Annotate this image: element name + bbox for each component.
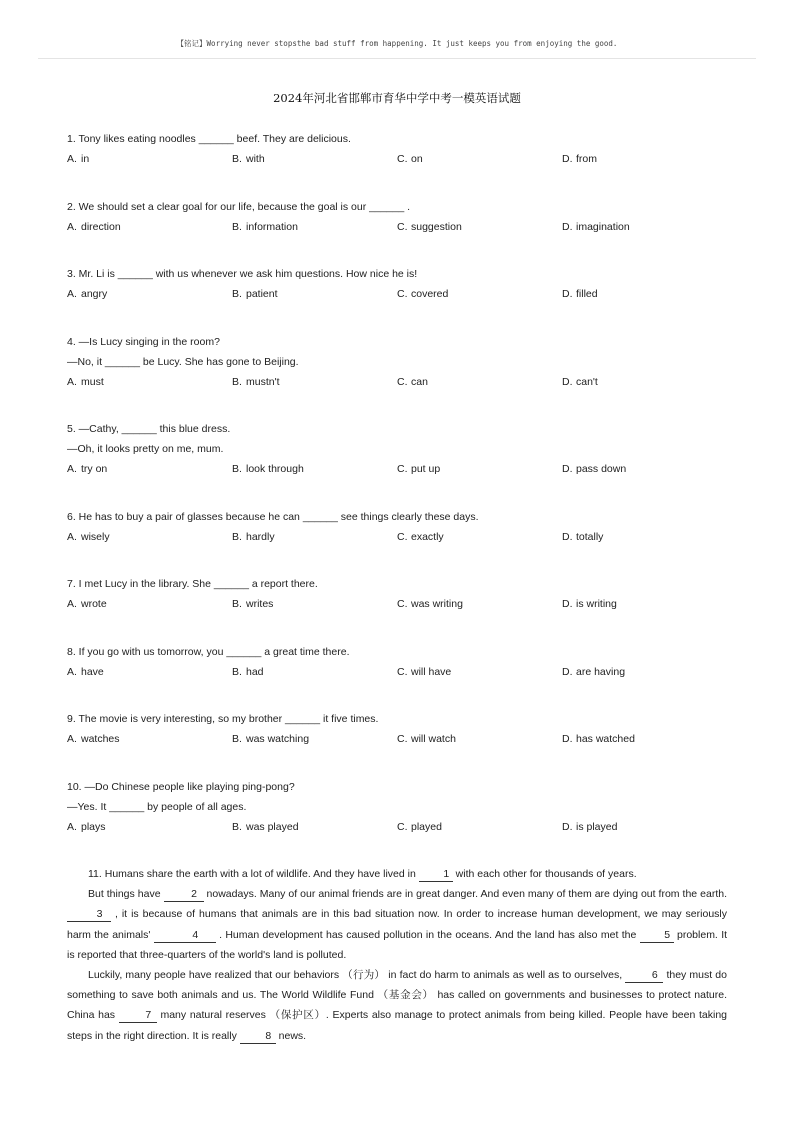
option-text: was watching <box>246 733 310 745</box>
option-text: suggestion <box>411 221 462 233</box>
option-letter: C. <box>397 821 408 833</box>
option-text: imagination <box>576 221 630 233</box>
option-letter: A. <box>67 733 77 745</box>
option-c[interactable] <box>397 662 451 682</box>
option-d[interactable] <box>562 817 617 837</box>
option-letter: B. <box>232 666 242 678</box>
option-text: try on <box>81 463 108 475</box>
option-text: pass down <box>576 463 627 475</box>
blank-5[interactable]: 5 <box>640 929 674 943</box>
header-motto: 【铭记】Worrying never stopsthe bad stuff from happening. It just keeps you from enjoying the good. <box>176 39 618 48</box>
option-a[interactable] <box>67 662 104 682</box>
option-a[interactable] <box>67 817 106 837</box>
option-text: will watch <box>411 733 456 745</box>
question-stem: 5. —Cathy, ______ this blue dress. <box>67 423 231 435</box>
question-stem: 2. We should set a clear goal for our life, because the goal is our ______ . <box>67 201 411 213</box>
question-4 <box>67 332 747 392</box>
option-text: is played <box>576 821 618 833</box>
option-b[interactable] <box>232 372 280 392</box>
cloze-passage <box>67 864 727 1046</box>
header-divider <box>38 58 756 59</box>
passage-paragraph-3: Luckily, many people have realized that our behaviors （行为） in fact do harm to animals as well as to ourselves, 6 they must do something to save both animals and us. The World Wildlife Fund （基金会） has called on governments and businesses to protect nature. China has 7 many natural reserves （保护区）. Experts also manage to protect animals from being killed. People have been taking steps in the right direction. It is really 8 news. <box>67 969 728 1042</box>
options-row <box>67 372 747 392</box>
option-letter: A. <box>67 531 77 543</box>
option-text: plays <box>81 821 106 833</box>
options-row <box>67 662 747 682</box>
passage-paragraph-1: 11. Humans share the earth with a lot of wildlife. And they have lived in 1 with each other for thousands of years. <box>88 868 637 880</box>
option-letter: A. <box>67 666 77 678</box>
option-text: wrote <box>81 598 107 610</box>
question-7 <box>67 574 747 614</box>
option-letter: C. <box>397 598 408 610</box>
option-letter: B. <box>232 821 242 833</box>
options-row <box>67 217 747 237</box>
option-letter: B. <box>232 733 242 745</box>
question-stem: —Oh, it looks pretty on me, mum. <box>67 443 224 455</box>
option-text: is writing <box>576 598 617 610</box>
option-c[interactable] <box>397 217 462 237</box>
option-a[interactable] <box>67 372 104 392</box>
option-text: have <box>81 666 104 678</box>
options-row <box>67 729 747 749</box>
option-letter: A. <box>67 463 77 475</box>
option-text: watches <box>81 733 120 745</box>
option-letter: B. <box>232 463 242 475</box>
option-text: look through <box>246 463 304 475</box>
option-d[interactable] <box>562 729 635 749</box>
option-letter: D. <box>562 221 573 233</box>
option-d[interactable] <box>562 594 617 614</box>
option-letter: C. <box>397 288 408 300</box>
option-c[interactable] <box>397 149 423 169</box>
option-text: information <box>246 221 298 233</box>
option-letter: A. <box>67 376 77 388</box>
question-10 <box>67 777 747 837</box>
blank-3[interactable]: 3 <box>67 908 111 922</box>
option-text: totally <box>576 531 604 543</box>
question-stem: 7. I met Lucy in the library. She ______ a report there. <box>67 578 318 590</box>
option-a[interactable] <box>67 217 121 237</box>
blank-4[interactable]: 4 <box>154 929 216 943</box>
option-d[interactable] <box>562 459 626 479</box>
option-a[interactable] <box>67 149 89 169</box>
question-3 <box>67 264 747 304</box>
option-b[interactable] <box>232 149 265 169</box>
option-text: can't <box>576 376 598 388</box>
option-letter: D. <box>562 733 573 745</box>
question-9 <box>67 709 747 749</box>
blank-7[interactable]: 7 <box>119 1009 157 1023</box>
option-text: has watched <box>576 733 635 745</box>
option-letter: C. <box>397 376 408 388</box>
option-b[interactable] <box>232 527 275 547</box>
passage-paragraph-2: But things have 2 nowadays. Many of our animal friends are in great danger. And even many of them are dying out from the earth. 3 , it is because of humans that animals are in this bad situation now. In order to increase human development, we may seriously harm the animals' 4 . Human development has caused pollution in the oceans. And the land has also met the 5 problem. It is reported that three-quarters of the world's land is polluted. <box>67 888 728 961</box>
option-text: exactly <box>411 531 444 543</box>
option-c[interactable] <box>397 729 456 749</box>
option-c[interactable] <box>397 459 440 479</box>
option-c[interactable] <box>397 372 428 392</box>
option-text: mustn't <box>246 376 280 388</box>
option-b[interactable] <box>232 817 299 837</box>
option-letter: A. <box>67 153 77 165</box>
option-c[interactable] <box>397 284 448 304</box>
option-letter: C. <box>397 153 408 165</box>
question-stem: —Yes. It ______ by people of all ages. <box>67 801 247 813</box>
option-c[interactable] <box>397 594 463 614</box>
question-5 <box>67 419 747 479</box>
option-letter: D. <box>562 666 573 678</box>
option-a[interactable] <box>67 729 120 749</box>
option-text: put up <box>411 463 441 475</box>
page-title: 2024年河北省邯郸市育华中学中考一模英语试题 <box>273 91 521 105</box>
option-letter: C. <box>397 531 408 543</box>
option-a[interactable] <box>67 459 107 479</box>
blank-1[interactable]: 1 <box>419 868 453 882</box>
option-d[interactable] <box>562 662 625 682</box>
option-text: was writing <box>411 598 463 610</box>
option-letter: C. <box>397 221 408 233</box>
option-letter: B. <box>232 153 242 165</box>
options-row <box>67 594 747 614</box>
options-row <box>67 284 747 304</box>
option-d[interactable] <box>562 372 598 392</box>
option-letter: B. <box>232 598 242 610</box>
blank-8[interactable]: 8 <box>240 1030 276 1044</box>
question-stem: —No, it ______ be Lucy. She has gone to Beijing. <box>67 356 299 368</box>
option-a[interactable] <box>67 527 110 547</box>
question-stem: 4. —Is Lucy singing in the room? <box>67 336 220 348</box>
options-row <box>67 459 747 479</box>
question-stem: 1. Tony likes eating noodles ______ beef. They are delicious. <box>67 133 351 145</box>
options-row <box>67 817 747 837</box>
question-1 <box>67 129 747 169</box>
option-c[interactable] <box>397 527 444 547</box>
question-stem: 6. He has to buy a pair of glasses because he can ______ see things clearly these days. <box>67 511 479 523</box>
option-d[interactable] <box>562 149 597 169</box>
option-b[interactable] <box>232 217 298 237</box>
option-letter: D. <box>562 598 573 610</box>
option-text: with <box>246 153 265 165</box>
question-6 <box>67 507 747 547</box>
option-letter: B. <box>232 531 242 543</box>
option-text: direction <box>81 221 121 233</box>
option-text: patient <box>246 288 278 300</box>
option-text: can <box>411 376 428 388</box>
option-text: was played <box>246 821 299 833</box>
option-d[interactable] <box>562 217 630 237</box>
option-letter: D. <box>562 153 573 165</box>
option-letter: A. <box>67 821 77 833</box>
option-text: will have <box>411 666 452 678</box>
option-letter: A. <box>67 221 77 233</box>
option-letter: D. <box>562 376 573 388</box>
blank-2[interactable]: 2 <box>164 888 204 902</box>
option-letter: C. <box>397 733 408 745</box>
option-letter: D. <box>562 463 573 475</box>
option-a[interactable] <box>67 284 107 304</box>
options-row <box>67 527 747 547</box>
question-stem: 10. —Do Chinese people like playing ping-pong? <box>67 781 295 793</box>
option-letter: B. <box>232 221 242 233</box>
option-b[interactable] <box>232 662 264 682</box>
option-text: wisely <box>81 531 110 543</box>
option-letter: B. <box>232 288 242 300</box>
option-letter: C. <box>397 666 408 678</box>
option-b[interactable] <box>232 729 309 749</box>
option-letter: A. <box>67 598 77 610</box>
option-d[interactable] <box>562 284 598 304</box>
question-2 <box>67 197 747 237</box>
option-b[interactable] <box>232 459 304 479</box>
option-text: covered <box>411 288 449 300</box>
option-b[interactable] <box>232 594 273 614</box>
option-a[interactable] <box>67 594 107 614</box>
question-stem: 8. If you go with us tomorrow, you ______ a great time there. <box>67 646 350 658</box>
options-row <box>67 149 747 169</box>
option-d[interactable] <box>562 527 603 547</box>
option-b[interactable] <box>232 284 278 304</box>
option-text: filled <box>576 288 598 300</box>
option-text: writes <box>246 598 274 610</box>
option-letter: B. <box>232 376 242 388</box>
question-stem: 9. The movie is very interesting, so my brother ______ it five times. <box>67 713 379 725</box>
option-letter: A. <box>67 288 77 300</box>
option-text: are having <box>576 666 626 678</box>
option-letter: C. <box>397 463 408 475</box>
option-text: played <box>411 821 442 833</box>
option-text: hardly <box>246 531 275 543</box>
option-text: in <box>81 153 90 165</box>
option-letter: D. <box>562 531 573 543</box>
option-text: on <box>411 153 423 165</box>
option-text: had <box>246 666 264 678</box>
question-stem: 3. Mr. Li is ______ with us whenever we ask him questions. How nice he is! <box>67 268 418 280</box>
option-c[interactable] <box>397 817 442 837</box>
option-text: from <box>576 153 597 165</box>
option-letter: D. <box>562 821 573 833</box>
option-text: angry <box>81 288 108 300</box>
question-8 <box>67 642 747 682</box>
option-letter: D. <box>562 288 573 300</box>
option-text: must <box>81 376 104 388</box>
blank-6[interactable]: 6 <box>625 969 663 983</box>
